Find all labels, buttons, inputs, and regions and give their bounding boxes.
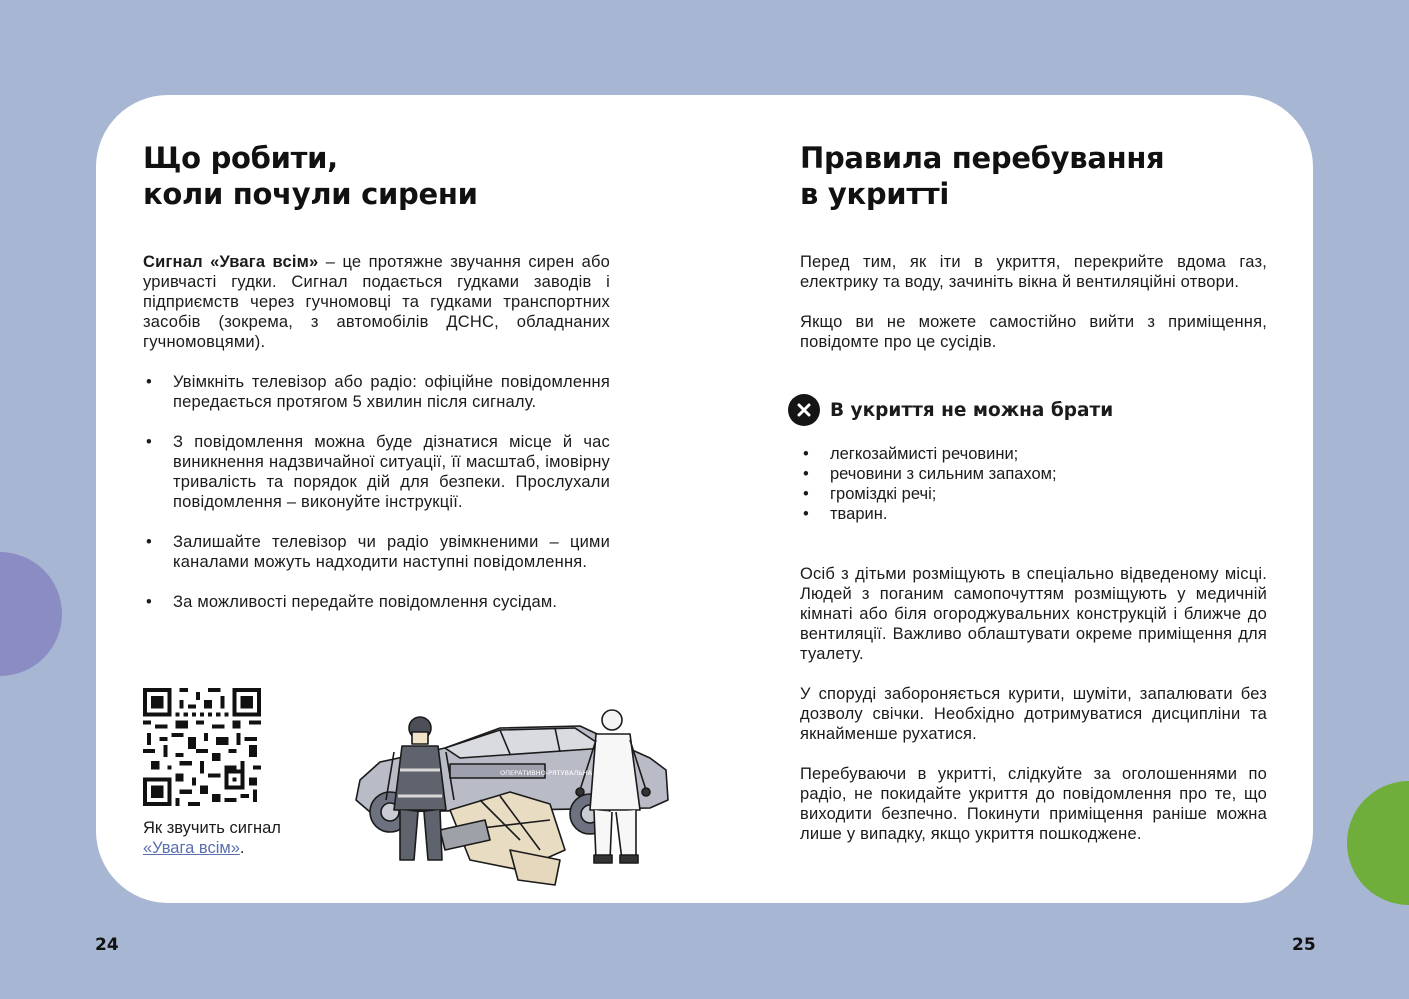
list-item-text: легкозаймисті речовини;	[830, 445, 1019, 463]
list-item-text: громіздкі речі;	[830, 485, 937, 503]
list-item-text: З повідомлення можна буде дізнатися місце й час виникнення надзвичайної ситуації, її масштаб, імовірну тривалість та порядок дій для безпеки. Прослухали повідомлення – виконуйте інструкції.	[173, 433, 610, 511]
bullet-dot: •	[803, 485, 809, 503]
right-title-line-1: Правила перебування	[800, 141, 1165, 175]
shelter-prep-paragraph: Перед тим, як іти в укриття, перекрийте вдома газ, електрику та воду, зачиніть вікна й вентиляційні отвори.	[800, 253, 1267, 291]
list-item-text: Залишайте телевізор чи радіо увімкненими – цими каналами можуть надходити наступні повідомлення.	[173, 533, 610, 571]
list-item-text: Увімкніть телевізор або радіо: офіційне повідомлення передається протягом 5 хвилин після сигналу.	[173, 373, 610, 411]
bullet-dot: •	[146, 533, 152, 551]
placement-paragraph: Осіб з дітьми розміщують в спеціально відведеному місці. Людей з поганим самопочуттям розміщують у медичній кімнаті або біля огороджувальних конструкцій і ближче до вентиляції. Важливо облаштувати окреме приміщення для туалету.	[800, 565, 1267, 663]
bullet-dot: •	[146, 373, 152, 391]
right-title-line-2: в укритті	[800, 177, 949, 211]
left-page-content	[143, 140, 610, 632]
forbidden-items-list	[800, 444, 1267, 524]
left-title-line-1: Що робити,	[143, 141, 338, 175]
bullet-dot: •	[146, 593, 152, 611]
qr-caption	[143, 818, 343, 858]
siren-actions-list	[143, 372, 610, 612]
list-item	[800, 444, 1267, 464]
list-item	[800, 484, 1267, 504]
list-item	[800, 504, 1267, 524]
qr-caption-text: Як звучить сигнал	[143, 819, 281, 837]
neighbors-paragraph: Якщо ви не можете самостійно вийти з приміщення, повідомте про це сусідів.	[800, 313, 1267, 351]
right-page-title	[800, 140, 1267, 212]
qr-code-icon[interactable]	[143, 688, 261, 806]
close-icon	[788, 394, 820, 426]
car-label: ОПЕРАТИВНО-РЯТУВАЛЬНА	[500, 769, 593, 777]
decorative-circle-purple	[0, 552, 62, 676]
list-item	[800, 464, 1267, 484]
signal-intro-paragraph	[143, 252, 610, 352]
list-item	[143, 432, 610, 512]
bullet-dot: •	[803, 465, 809, 483]
decorative-circle-green	[1347, 781, 1409, 905]
qr-caption-period: .	[239, 839, 245, 857]
forbidden-items-heading	[788, 394, 1267, 426]
bullet-dot: •	[146, 433, 152, 451]
list-item	[143, 532, 610, 572]
signal-audio-link[interactable]: «Увага всім»	[143, 839, 240, 857]
list-item	[143, 372, 610, 412]
list-item	[143, 592, 610, 612]
qr-block	[143, 688, 343, 858]
signal-description: – це протяжне звучання сирен або уривчасті гудки. Сигнал подається гудками заводів і підприємств через гучномовці та гудками транспортних засобів (зокрема, з автомобілів ДСНС, обладнаних гучномовцями).	[143, 253, 610, 351]
bullet-dot: •	[803, 505, 809, 523]
page-number-left: 24	[95, 935, 119, 955]
list-item-text: За можливості передайте повідомлення сусідам.	[173, 593, 558, 611]
list-item-text: речовини з сильним запахом;	[830, 465, 1057, 483]
signal-name: Сигнал «Увага всім»	[143, 253, 319, 271]
forbidden-items-title: В укриття не можна брати	[830, 399, 1114, 421]
left-title-line-2: коли почули сирени	[143, 177, 478, 211]
page-number-right: 25	[1292, 935, 1316, 955]
right-page-content	[800, 140, 1267, 844]
prohibitions-paragraph: У споруді забороняється курити, шуміти, запалювати без дозволу свічки. Необхідно дотримуватися дисципліни та якнайменше рухатися.	[800, 685, 1267, 743]
list-item-text: тварин.	[830, 505, 888, 523]
announcements-paragraph: Перебуваючи в укритті, слідкуйте за оголошеннями по радіо, не покидайте укриття до повідомлення про те, що виходити безпечно. Покинути приміщення раніше можна лише у випадку, якщо укриття пошкоджене.	[800, 765, 1267, 843]
rescue-illustration-icon	[350, 700, 670, 890]
left-page-title	[143, 140, 610, 212]
bullet-dot: •	[803, 445, 809, 463]
